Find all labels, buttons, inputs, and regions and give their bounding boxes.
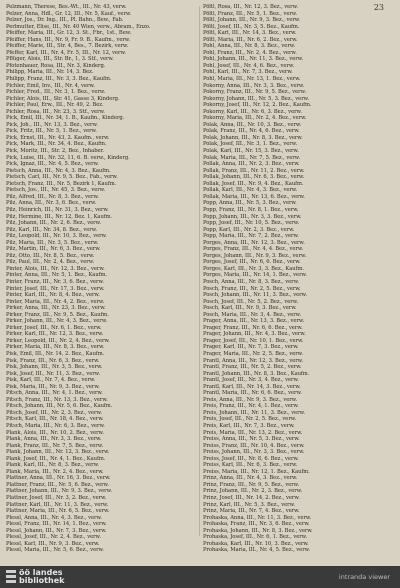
directory-entry: Preis, Karl, III., Nr. 7, 3. Bez., verw. [203,423,295,429]
directory-entry: Plessl, Karl, III., Nr. 9, 3. Bez., verw. [6,540,100,547]
directory-entry: Pokorny, Maria, III., Nr. 2, 4. Bez., verw. [203,115,307,122]
directory-entry: Pilz, Maria, III., Nr. 3, 5. Bez., verw. [6,239,99,246]
directory-entry: Porges, Maria, III., Nr. 14, 1. Bez., verw. [203,272,307,279]
directory-entry: Prohaska, Franz, III., Nr. 3, 6. Bez., verw. [203,521,310,528]
directory-entry: Pilz, Johann, III., Nr. 2, 6. Bez., verw. [6,220,101,227]
directory-entry: Pöltl, Josef, III., Nr. 3, 5. Bez., Kaufm. [203,23,300,30]
directory-entry: Plessl, Anna, III., Nr. 4, 3. Bez., verw. [6,514,102,521]
directory-entry: Posch, Maria, III., Nr. 3, 4. Bez., verw. [203,311,302,318]
directory-entry: Prantl, Josef, III., Nr. 3, 4. Bez., verw. [203,377,299,384]
directory-entry: Prinz, Maria, III., Nr. 7, 4. Bez., verw. [203,508,300,515]
directory-entry: Pilz, Otto, III., Nr. 8, 5. Bez., verw. [6,252,95,259]
directory-entry: Plessl, Johann, III., Nr. 7, 3. Bez., verw. [6,527,107,534]
directory-entry: Pokorny, Karl, III., Nr. 6, 3. Bez., verw. [203,108,302,115]
directory-entry: Porges, Josef, III., Nr. 6, 6. Bez., verw. [203,259,301,266]
directory-entry: Plank, Maria, III., Nr. 2, 4. Bez., verw. [6,468,104,475]
directory-entry: Porges, Franz, III., Nr. 4, 4. Bez., verw. [203,246,304,253]
library-logo[interactable] [0,569,64,585]
directory-entry: Pick, Ernst, III., Nr. 43, 2. Kaufm., verw. [6,134,110,141]
directory-entry: Pilz, Paul, III., Nr. 2, 4. Bez., verw. [6,259,95,266]
directory-entry: Plank, Anna, III., Nr. 3, 3. Bez., verw. [6,436,102,443]
directory-entry: Posch, Anna, III., Nr. 8, 3. Bez., verw. [203,278,299,285]
directory-entry: Pitsch, Maria, III., Nr. 6, 3. Bez., verw. [6,423,105,429]
directory-entry: Pfeffer, Karl, III., Nr. 4, Fr. 5, III., Nr. 12, verw. [6,49,126,56]
directory-entry: Polak, Karl, III., Nr. 15, 3. Bez., verw. [203,148,299,155]
directory-entry: Plessl, Josef, III., Nr. 2, 4. Bez., verw. [6,534,101,541]
directory-entry: Philipp, Franz, III., Nr. 3, 3. Bez., Kaufm. [6,76,112,83]
directory-entry: Pinter, Josef, III., Nr. 17, 3. Bez., verw. [6,285,105,292]
directory-entry: Pollak, Maria, III., Nr. 13, 6. Bez., verw. [203,193,305,200]
directory-entry: Pick, Joh., III., Nr. 13, 3. Bez., verw. [6,121,98,128]
directory-entry: Pitsch, Johann, III., Nr. 5, 6. Bez., Kaufm. [6,403,113,410]
directory-entry: Prinz, Anna, III., Nr. 4, 3. Bez., verw. [203,475,298,482]
directory-entry: Polak, Johann, III., Nr. 8, 3. Bez., verw. [203,134,303,141]
directory-entry: Preiss, Josef, III., Nr. 8, 6. Bez., verw. [203,455,299,462]
directory-entry: Pisk, Karl, III., Nr. 7, 4. Bez., verw. [6,377,96,384]
directory-entry: Posch, Johann, III., Nr. 11, 3. Bez., verw. [203,292,307,299]
directory-entry: Pisk, Johann, III., Nr. 3, 5. Bez., verw. [6,364,103,371]
directory-entry: Pinter, Franz, III., Nr. 3, 6. Bez., verw. [6,278,104,285]
directory-entry: Pinter, Alois, III., Nr. 12, 3. Bez., verw. [6,265,105,272]
directory-entry: Pöltl, Franz, III., Nr. 5, 1. Bez., verw. [203,10,298,17]
directory-entry: Polak, Franz, III., Nr. 4, 6. Bez., verw. [203,128,300,135]
logo-line-2: bibliothek [19,576,65,585]
directory-entry: Pitsch, Anna, III., Nr. 4, 1. Bez., verw. [6,390,103,397]
directory-entry: Pokorny, Anna, III., Nr. 3, 3. Bez., verw. [203,82,305,89]
directory-entry: Prohaska, Karl, III., Nr. 10, 3. Bez., verw. [203,540,309,547]
directory-entry: Popp, Karl, III., Nr. 2, 3. Bez., verw. [203,226,295,233]
directory-entry: Plank, Alois, III., Nr. 10, 2. Bez., verw. [6,429,104,436]
directory-entry: Prager, Johann, III., Nr. 4, 3. Bez., verw. [203,331,306,338]
directory-entry: Prantl, Karl, III., Nr. 14, 3. Bez., verw. [203,383,301,390]
directory-entry: Plank, Josef, III., Nr. 4, 1. Bez., Kaufm. [6,455,106,462]
directory-entry: Porges, Anna, III., Nr. 12, 3. Bez., verw. [203,239,305,246]
directory-entry: Plattner, Karl, III., Nr. 11, 3. Bez., verw. [6,501,109,508]
directory-entry: Pisk, Emil, III., Nr. 14, 2. Bez., Kaufm. [6,350,105,357]
page-number: 23 [373,3,384,12]
directory-entry: Pirker, Josef, III., Nr. 6, 1. Bez., verw. [6,324,102,331]
directory-entry: Posch, Josef, III., Nr. 5, 2. Bez., verw. [203,298,299,305]
directory-entry: Pohl, Franz, III., Nr. 2, 4. Bez., verw. [203,49,297,56]
directory-entry: Prinz, Karl, III., Nr. 5, 3. Bez., verw. [203,501,295,508]
directory-entry: Pietsch, Anna, III., Nr. 4, 3. Bez., Kaufm. [6,167,111,174]
directory-entry: Pietsch, Franz, III., Nr. 5, Bezirk 1, Kaufm. [6,180,117,187]
viewer-label[interactable]: intranda viewer [338,573,390,581]
directory-entry: Prantl, Johann, III., Nr. 8, 3. Bez., Kaufm. [203,370,310,377]
directory-entry: Preis, Johann, III., Nr. 11, 3. Bez., verw. [203,409,305,416]
directory-entry: Plattner, Anna, III., Nr. 16, 3. Bez., verw. [6,475,111,482]
directory-entry: Pitsch, Franz, III., Nr. 13, 3. Bez., verw. [6,396,108,403]
directory-entry: Posch, Karl, III., Nr. 9, 3. Bez., verw. [203,305,297,312]
directory-entry: Pilz, Alfred, III., Nr. 8, 3. Bez., verw. [6,193,99,200]
directory-entry: Pilz, Anna, III., Nr. 3, 6. Bez., verw. [6,200,97,207]
directory-entry: Preiss, Franz, III., Nr. 10, 4. Bez., verw. [203,442,305,449]
directory-entry: Pilz, Leopold, III., Nr. 10, 3. Bez., verw. [6,233,107,240]
directory-entry: Prinz, Johann, III., Nr. 2, 3. Bez., verw. [203,488,303,495]
directory-entry: Pöltl, Rosa, III., Nr. 12, 3. Bez., verw. [203,4,298,10]
directory-entry: Pokorny, Johann, III., Nr. 5, 3. Bez., verw. [203,95,309,102]
directory-entry: Preis, Maria, III., Nr. 13, 2. Bez., verw. [203,429,303,436]
directory-entry: Pfeiffer, Marie, III., Str. 4, Bes., 7. Bezirk, verw. [6,43,129,50]
directory-entry: Pichler, Emil, Inv., III., Nr. 4, verw. [6,82,95,89]
directory-entry: Pollak, Josef, III., Nr. 9, 4. Bez., Kaufm. [203,180,304,187]
directory-entry: Pohl, Anna, III., Nr. 8, 3. Bez., verw. [203,43,296,50]
directory-entry: Pohl, Johann, III., Nr. 11, 3. Bez., verw. [203,56,304,63]
directory-entry: Pirker, Leopold, III., Nr. 2, 4. Bez., verw. [6,337,110,344]
directory-entry: Pietsch, Carl, III., Nr. 9, 5. Bez., Fab., verw. [6,174,118,181]
directory-entry: Pisk, Franz, III., Nr. 6, 3. Bez., verw. [6,357,100,364]
directory-entry: Prager, Karl, III., Nr. 7, 3. Bez., verw. [203,344,299,351]
directory-entry: Pichler, Paul, Erw., III., Nr. 49, 2. Bez. [6,102,104,109]
directory-entry: Preiss, Karl, III., Nr. 6, 3. Bez., verw. [203,462,298,469]
directory-entry: Plank, Karl, III., Nr. 8, 3. Bez., verw. [6,462,99,469]
directory-entry: Prantl, Maria, III., Nr. 6, 6. Bez., verw. [203,390,302,397]
directory-entry: Polak, Josef, III., Nr. 3, 1. Bez., verw. [203,141,298,148]
directory-entry: Pick, Mark, III., Nr. 34, 4. Bez., Kaufm. [6,141,107,148]
directory-entry: Pick, Fritz, III., Nr. 5, 1. Bez., verw. [6,128,97,135]
directory-entry: Pick, Ignaz, III., Nr. 4, 5. Bez., verw. [6,161,99,168]
directory-entry: Pokorny, Franz, III., Nr. 9, 5. Bez., verw. [203,89,306,96]
directory-entry: Prager, Josef, III., Nr. 10, 1. Bez., verw. [203,337,304,344]
directory-entry: Plessl, Maria, III., Nr. 5, 6. Bez., verw. [6,547,104,554]
directory-entry: Porges, Karl, III., Nr. 3, 3. Bez., Kaufm. [203,265,304,272]
directory-entry: Preiss, Johann, III., Nr. 3, 3. Bez., verw. [203,449,305,456]
directory-entry: Pitsch, Josef, III., Nr. 2, 3. Bez., verw. [6,409,102,416]
directory-entry: Pflüger, Alois, III., Str. Br., 1, 3. Stf., verw. [6,56,114,63]
directory-entry: Pirker, Franz, III., Nr. 9, 5. Bez., Kaufm. [6,311,109,318]
directory-entry: Pohl, Maria, III., Nr. 13, 1. Bez., verw. [203,76,301,83]
directory-entry: Popp, Josef, III., Nr. 10, 5. Bez., verw. [203,220,300,227]
directory-entry: Pilz, Heinrich, III., Nr. 31, 3. Bez., verw. [6,206,109,213]
directory-entry: Popp, Maria, III., Nr. 7, 2. Bez., verw. [203,233,299,240]
directory-entry: Prohaska, Josef, III., Nr. 6, 1. Bez., verw. [203,534,308,541]
left-column [6,4,194,554]
directory-entry: Prager, Franz, III., Nr. 6, 6. Bez., verw. [203,324,303,331]
directory-entry: Porges, Johann, III., Nr. 9, 3. Bez., verw. [203,252,307,259]
library-logo-icon [6,569,16,585]
directory-entry: Pollak, Anna, III., Nr. 2, 3. Bez., verw. [203,161,300,168]
directory-entry: Pfeiffer, Hans, III., Nr. 9, Fr. 9. B., Kaufm., verw. [6,36,131,43]
directory-entry: Preiss, Anna, III., Nr. 5, 3. Bez., verw. [203,436,300,443]
directory-entry: Pick, Luise, III., Nr. 32, 11, 6. B. verw., Kinderg. [6,154,130,161]
directory-entry: Pfeiffer, Maria, III., Gr. 12, 3. St., Fbr., 1st., Bew. [6,30,132,37]
directory-entry: Perlmutter, Elise, III., Nr. 40 Wien, verw., Abram., Enzo. [6,23,151,30]
directory-entry: Plattner, Josef, III., Nr. 3, 2. Bez., verw. [6,495,107,502]
directory-entry: Pöltl, Maria, III., Nr. 6, 2. Bez., verw. [203,36,298,43]
directory-entry: Pitsch, Karl, III., Nr. 18, 4. Bez., verw. [6,416,104,423]
directory-entry: Plank, Johann, III., Nr. 12, 3. Bez., verw. [6,449,110,456]
directory-entry: Pfotenhauer, Rosa, III., Nr. 3, Kinderg. [6,62,106,69]
directory-entry: Pisk, Josef, III., Nr. 11, 3. Bez., verw. [6,370,101,377]
directory-entry: Pollak, Karl, III., Nr. 4, 3. Bez., verw. [203,187,298,194]
directory-entry: Preiss, Maria, III., Nr. 12, 1. Bez., Kaufm. [203,468,310,475]
directory-entry: Pollak, Johann, III., Nr. 6, 3. Bez., verw. [203,174,305,181]
directory-entry: Popp, Anna, III., Nr. 5, 3. Bez., verw. [203,200,297,207]
directory-entry: Pilz, Hermine, III., Nr. 12, Bez. 1, Kaufm. [6,213,113,220]
directory-entry: Pelzmann, Therese, Bes.-Wt., III., Nr. 43, verw. [6,4,127,10]
directory-entry: Pilz, Martin, III., Nr. 6, 3. Bez., verw. [6,246,101,253]
directory-entry: Pichler, Fred., III., Nr. 3, 1. Bez., verw. [6,89,106,96]
directory-entry: Pietsch, Jos., III., Nr. 45, 3. Bez., verw. [6,187,106,194]
directory-entry: Prager, Maria, III., Nr. 2, 5. Bez., verw. [203,350,304,357]
directory-entry: Pelzer, Anna, Hdl., Gr. 12, III., Nr. 5, Kauf., verw. [6,10,132,17]
directory-entry: Popp, Johann, III., Nr. 3, 3. Bez., verw. [203,213,302,220]
directory-entry: Pöltl, Karl, III., Nr. 14, 3. Bez., verw. [203,30,297,37]
directory-entry: Pohl, Karl, III., Nr. 7, 3. Bez., verw. [203,69,293,76]
directory-entry: Pirker, Karl, III., Nr. 12, 3. Bez., verw. [6,331,104,338]
directory-entry: Prantl, Anna, III., Nr. 12, 3. Bez., verw. [203,357,304,364]
directory-entry: Philipp, Maria, III., Nr. 14, 3. Bez. [6,69,94,76]
directory-entry: Pirker, Johann, III., Nr. 4, 3. Bez., verw. [6,318,108,325]
column-divider [199,6,200,536]
directory-entry: Pirker, Maria, III., Nr. 8, 3. Bez., verw. [6,344,105,351]
directory-entry: Pinter, Maria, III., Nr. 4, 2. Bez., verw. [6,298,105,305]
directory-entry: Pichler, Rosa, III., Nr. 23, 3. Stf., verw. [6,108,105,115]
directory-entry: Preis, Anna, III., Nr. 9, 3. Bez., verw. [203,396,298,403]
directory-entry: Plank, Franz, III., Nr. 7, 5. Bez., verw. [6,442,104,449]
directory-entry: Prohaska, Johann, III., Nr. 8, 3. Bez., verw. [203,527,313,534]
directory-entry: Pichler, Alois, III., Str. 41, Gasse 3, Kinderg. [6,95,120,102]
directory-entry: Pick, Moritz, III., Str. 2, Bez., Inhaber. [6,148,104,155]
right-column [203,4,391,554]
directory-entry: Pöltl, Johann, III., Nr. 9, 3. Bez., verw. [203,17,301,24]
directory-entry: Prinz, Franz, III., Nr. 9, 5. Bez., verw. [203,481,300,488]
directory-entry: Pirker, Anna, III., Nr. 23, 3. Bez., verw. [6,305,106,312]
directory-entry: Pokorny, Josef, III., Nr. 12, 2. Bez., Kaufm. [203,102,312,109]
directory-entry: Pelzer, Jos., Dr. Ing., III., Pl. Bahn., Bew., Fab. [6,17,124,24]
directory-entry: Pisk, Maria, III., Nr. 9, 3. Bez., verw. [6,383,100,390]
directory-entry: Prohaska, Maria, III., Nr. 4, 5. Bez., verw. [203,547,311,554]
directory-entry: Plattner, Johann, III., Nr. 9, 3. Bez., verw. [6,488,112,495]
directory-entry: Pinter, Anna, III., Nr. 5, 1. Bez., Kaufm. [6,272,107,279]
directory-entry: Plessl, Franz, III., Nr. 14, 1. Bez., verw. [6,521,107,528]
directory-entry: Preis, Franz, III., Nr. 4, 1. Bez., verw. [203,403,299,410]
directory-entry: Pinter, Karl, III., Nr. 8, 4. Bez., verw. [6,292,100,299]
directory-entry: Polak, Maria, III., Nr. 7, 5. Bez., verw. [203,154,301,161]
directory-entry: Pohl, Josef, III., Nr. 4, 6. Bez., verw. [203,62,295,69]
viewer-footer [0,566,400,588]
directory-entry: Preis, Josef, III., Nr. 2, 5. Bez., verw. [203,416,297,423]
logo-line-1: öö landes [19,568,63,577]
directory-entry: Posch, Franz, III., Nr. 2, 5. Bez., verw. [203,285,301,292]
directory-entry: Pick, Emil, III., Nr. 34, 1. B., Kaufm., Kinderg. [6,115,125,122]
directory-entry: Polak, Anna, III., Nr. 10, 3. Bez., verw. [203,121,302,128]
directory-entry: Popp, Franz, III., Nr. 8, 1. Bez., verw. [203,206,299,213]
directory-entry: Prinz, Josef, III., Nr. 14, 2. Bez., verw. [203,495,300,502]
directory-entry: Pilz, Karl, III., Nr. 34, 8. Bez., verw. [6,226,98,233]
directory-entry: Prohaska, Anna, III., Nr. 11, 3. Bez., verw. [203,514,312,521]
directory-entry: Prager, Anna, III., Nr. 13, 3. Bez., verw. [203,318,305,325]
directory-entry: Pollak, Franz, III., Nr. 11, 2. Bez., verw. [203,167,305,174]
directory-entry: Plattner, Maria, III., Nr. 6, 5. Bez., verw. [6,508,110,515]
directory-entry: Prantl, Franz, III., Nr. 5, 2. Bez., verw. [203,364,302,371]
directory-entry: Plattner, Franz, III., Nr. 5, 6. Bez., verw. [6,481,109,488]
